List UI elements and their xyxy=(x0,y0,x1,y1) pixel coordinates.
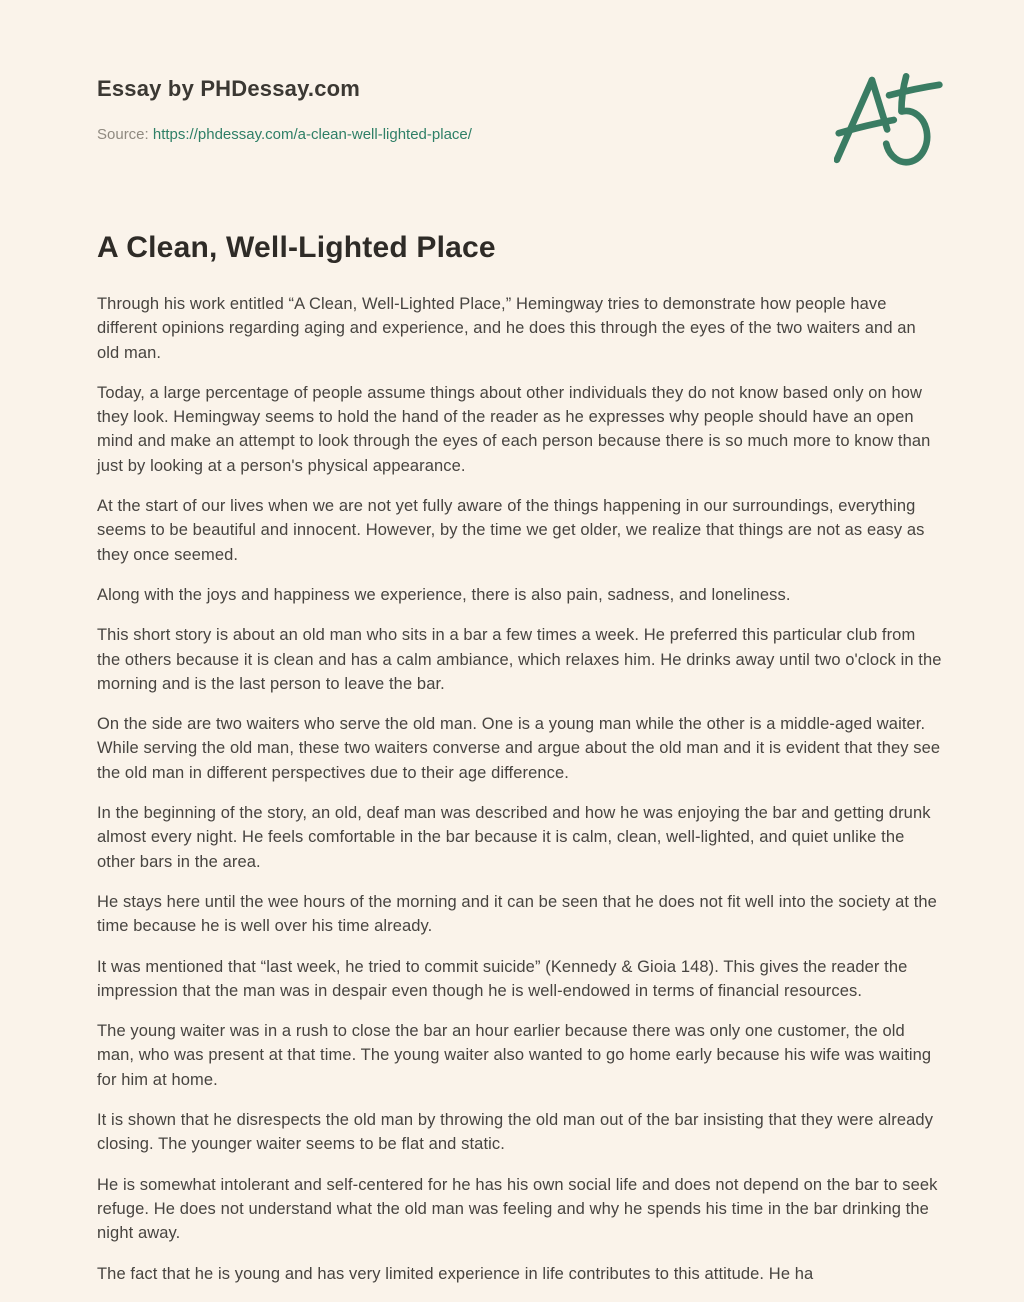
essay-paragraph: This short story is about an old man who sits in a bar a few times a week. He preferred this particular club from the others because it is clean and has a calm ambiance, which relaxes him. He drinks away until two o'clock in the morning and is the last person to leave the bar. xyxy=(97,626,942,693)
document-header xyxy=(97,78,942,143)
a-plus-logo-icon xyxy=(834,72,946,166)
source-label: Source: xyxy=(97,126,149,143)
essay-body xyxy=(97,292,942,1286)
header-title: Essay by PHDessay.com xyxy=(97,76,361,101)
source-link[interactable]: https://phdessay.com/a-clean-well-lighted-place/ xyxy=(152,126,472,143)
essay-paragraph: It was mentioned that “last week, he tried to commit suicide” (Kennedy & Gioia 148). This gives the reader the impression that the man was in despair even though he is well-endowed in terms of financial resources. xyxy=(97,957,908,1000)
essay-paragraph: Along with the joys and happiness we experience, there is also pain, sadness, and loneliness. xyxy=(97,585,791,604)
essay-paragraph: He stays here until the wee hours of the morning and it can be seen that he does not fit well into the society at the time because he is well over his time already. xyxy=(97,892,937,936)
essay-title: A Clean, Well-Lighted Place xyxy=(97,231,496,264)
essay-paragraph: Through his work entitled “A Clean, Well-Lighted Place,” Hemingway tries to demonstrate how people have different opinions regarding aging and experience, and he does this through the eyes of the two waiters and an old man. xyxy=(97,295,916,362)
essay-paragraph: He is somewhat intolerant and self-centered for he has his own social life and does not depend on the bar to seek refuge. He does not understand what the old man was feeling and why he spends his time in the bar drinking the night away. xyxy=(97,1175,938,1243)
essay-paragraph: Today, a large percentage of people assume things about other individuals they do not know based only on how they look. Hemingway seems to hold the hand of the reader as he expresses why people should have an open mind and make an attempt to look through the eyes of each person because there is so much more to know than just by looking at a person's physical appearance. xyxy=(97,383,931,475)
essay-paragraph: It is shown that he disrespects the old man by throwing the old man out of the bar insisting that they were already closing. The younger waiter seems to be flat and static. xyxy=(97,1111,934,1154)
essay-paragraph: In the beginning of the story, an old, deaf man was described and how he was enjoying the bar and getting drunk almost every night. He feels comfortable in the bar because it is calm, clean, well-lighted, and quiet unlike the other bars in the area. xyxy=(97,804,931,871)
essay-paragraph: The young waiter was in a rush to close the bar an hour earlier because there was only one customer, the old man, who was present at that time. The young waiter also wanted to go home early because his wife was waiting for him at home. xyxy=(97,1022,932,1089)
source-line xyxy=(97,127,942,143)
essay-paragraph: On the side are two waiters who serve the old man. One is a young man while the other is a middle-aged waiter. While serving the old man, these two waiters converse and argue about the old man and it is evident that they see the old man in different perspectives due to their age difference. xyxy=(97,715,941,782)
content-column xyxy=(97,0,942,1302)
essay-paragraph: The fact that he is young and has very limited experience in life contributes to this attitude. He ha xyxy=(97,1264,814,1283)
essay-paragraph: At the start of our lives when we are not yet fully aware of the things happening in our surroundings, everything seems to be beautiful and innocent. However, by the time we get older, we realize that things are not as easy as they once seemed. xyxy=(97,497,925,564)
